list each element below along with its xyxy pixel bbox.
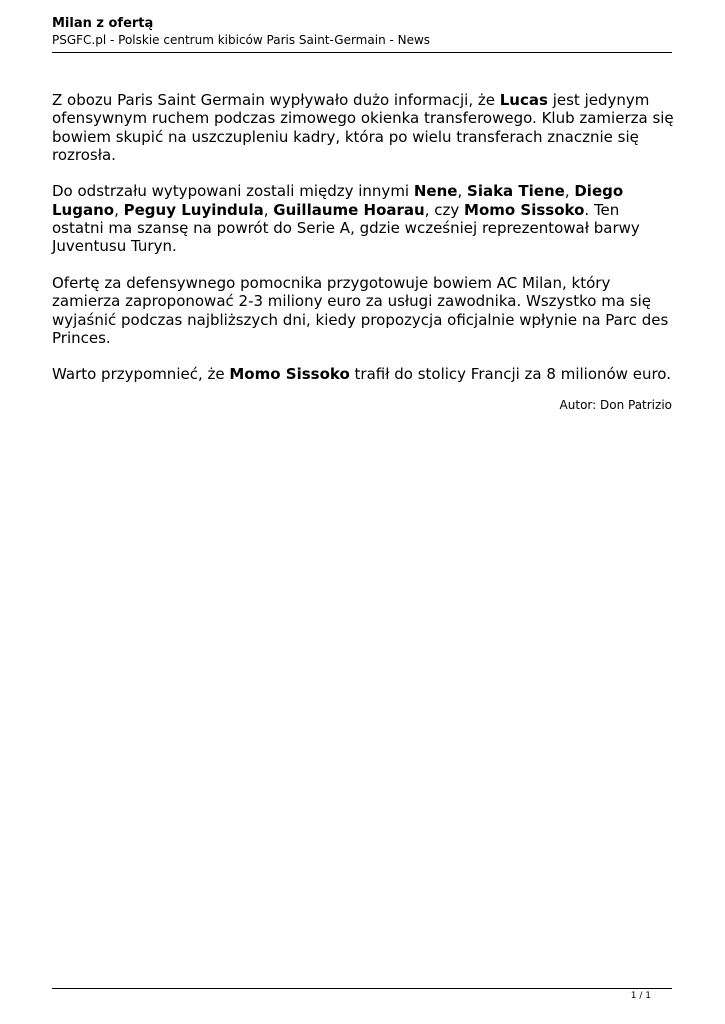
header-divider <box>52 52 672 53</box>
text: Ofertę za defensywnego pomocnika przygotowuje bowiem AC Milan, który zamierza zaproponować 2-3 miliony euro za usługi zawodnika. Wszystko ma się wyjaśnić podczas najbliższych dni, kiedy propozycja oficjalnie wpłynie na Parc des Princes. <box>52 273 669 347</box>
page-header <box>52 15 672 49</box>
site-subtitle: PSGFC.pl - Polskie centrum kibiców Paris Saint-Germain - News <box>52 33 431 47</box>
player-name-hoarau: Guillaume Hoarau <box>273 200 425 219</box>
text: Do odstrzału wytypowani zostali między innymi <box>52 182 414 201</box>
page-number: 1 / 1 <box>630 991 651 1001</box>
player-name-sissoko: Momo Sissoko <box>464 200 585 219</box>
text: jest jedynym ofensywnym ruchem podczas zimowego okienka transferowego. Klub zamierza się bowiem skupić na uszczupleniu kadry, która po wielu transferach znacznie się rozrosła. <box>52 91 674 164</box>
text: , czy <box>424 200 465 219</box>
player-name-lugano: Diego Lugano <box>52 182 624 219</box>
article-title: Milan z ofertą <box>52 16 154 31</box>
player-name-tiene: Siaka Tiene <box>467 182 565 201</box>
author-credit: Autor: Don Patrizio <box>559 398 672 412</box>
text: , <box>564 182 575 201</box>
player-name-lucas: Lucas <box>499 91 548 109</box>
text: trafił do stolicy Francji za 8 milionów euro. <box>349 365 671 384</box>
paragraph-2 <box>52 182 674 255</box>
article-body <box>52 91 674 402</box>
paragraph-1 <box>52 91 674 164</box>
text: Warto przypomnieć, że <box>52 365 230 384</box>
paragraph-3 <box>52 274 674 347</box>
text: . Ten ostatni ma szansę na powrót do Serie A, gdzie wcześniej reprezentował barwy Juventusu Turyn. <box>52 200 640 256</box>
player-name-sissoko: Momo Sissoko <box>229 365 350 384</box>
text: Z obozu Paris Saint Germain wypływało dużo informacji, że <box>52 91 500 109</box>
player-name-nene: Nene <box>413 182 458 201</box>
text: , <box>457 182 468 201</box>
player-name-luyindula: Peguy Luyindula <box>123 200 264 219</box>
text: , <box>114 200 124 219</box>
paragraph-4 <box>52 365 674 383</box>
text: , <box>263 200 274 219</box>
footer-divider <box>52 988 672 989</box>
